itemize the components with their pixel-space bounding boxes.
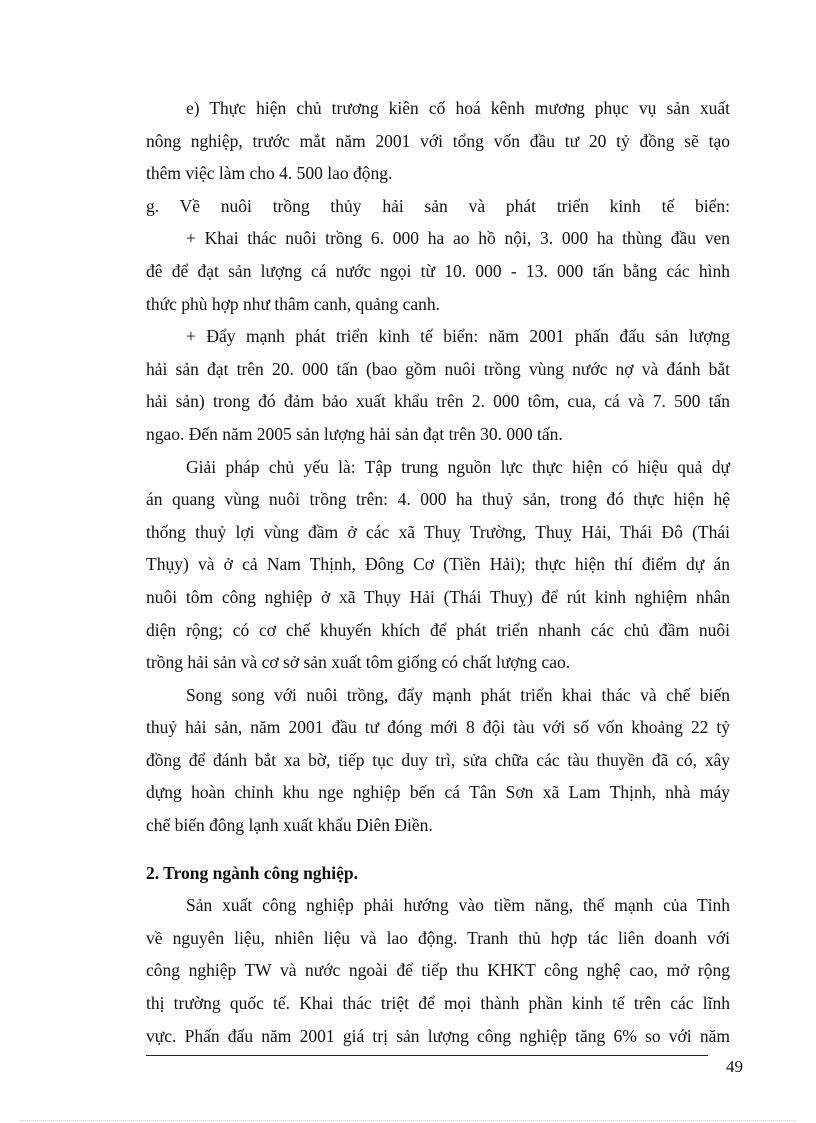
body-text — [146, 92, 730, 1052]
paragraph-line: trồng hải sản và cơ sở sản xuất tôm giống có chất lượng cao. — [146, 652, 571, 673]
paragraph-line: thống thuỷ lợi vùng đầm ở các xã Thuỵ Trường, Thuỵ Hải, Thái Đô (Thái — [146, 521, 730, 542]
paragraph-line: đê để đạt sản lượng cá nước ngọi từ 10. 000 - 13. 000 tấn bằng các hình — [146, 260, 730, 281]
paragraph-line: hải sản đạt trên 20. 000 tấn (bao gồm nuôi trồng vùng nước nợ và đánh bắt — [146, 358, 730, 379]
paragraph-line: ngao. Đến năm 2005 sản lượng hải sản đạt trên 30. 000 tấn. — [146, 423, 563, 444]
paragraph-line: Sản xuất công nghiệp phải hướng vào tiềm năng, thế mạnh của Tỉnh — [186, 895, 730, 916]
paragraph-line: Thụy) và ở cả Nam Thịnh, Đông Cơ (Tiền Hải); thực hiện thí điểm dự án — [146, 554, 730, 575]
paragraph-line: thị trường quốc tế. Khai thác triệt để mọi thành phần kinh tế trên các lĩnh — [146, 993, 730, 1014]
paragraph-line: hải sản) trong đó đảm bảo xuất khẩu trên 2. 000 tôm, cua, cá và 7. 500 tấn — [146, 391, 730, 412]
paragraph-line: + Khai thác nuôi trồng 6. 000 ha ao hồ nội, 3. 000 ha thùng đầu ven — [186, 228, 730, 249]
paragraph-line: Giải pháp chủ yếu là: Tập trung nguồn lực thực hiện có hiệu quả dự — [186, 456, 730, 477]
paragraph-line: chế biến đông lạnh xuất khẩu Diên Điền. — [146, 815, 433, 836]
page-bottom-border — [20, 1120, 796, 1121]
paragraph-line: đồng để đánh bắt xa bờ, tiếp tục duy trì, sửa chữa các tàu thuyền đã có, xây — [146, 749, 730, 770]
paragraph-line: nuôi tôm công nghiệp ở xã Thụy Hải (Thái Thuỵ) để rút kinh nghiệm nhân — [146, 586, 730, 607]
paragraph-line: diện rộng; có cơ chế khuyến khích để phát triển nhanh các chủ đầm nuôi — [146, 619, 730, 640]
paragraph-line: công nghiệp TW và nước ngoài để tiếp thu KHKT công nghệ cao, mở rộng — [146, 960, 730, 981]
section-heading: 2. Trong ngành công nghiệp. — [146, 862, 359, 883]
paragraph-line: án quang vùng nuôi trồng trên: 4. 000 ha thuỷ sản, trong đó thực hiện hệ — [146, 489, 730, 510]
paragraph-line: thức phù hợp như thâm canh, quảng canh. — [146, 293, 441, 314]
footer-rule — [146, 1055, 708, 1056]
paragraph-line: thuỷ hải sản, năm 2001 đầu tư đóng mới 8 đội tàu với số vốn khoảng 22 tỷ — [146, 717, 730, 738]
page-number: 49 — [726, 1057, 743, 1076]
paragraph-line: e) Thực hiện chủ trương kiên cố hoá kênh mương phục vụ sản xuất — [186, 98, 730, 118]
paragraph-line: + Đẩy mạnh phát triển kinh tế biển: năm 2001 phấn đấu sản lượng — [186, 326, 730, 347]
paragraph-line: nông nghiệp, trước mắt năm 2001 với tổng vốn đầu tư 20 tỷ đồng sẽ tạo — [146, 130, 730, 151]
paragraph-line: thêm việc làm cho 4. 500 lao động. — [146, 163, 393, 184]
paragraph-line: dựng hoàn chỉnh khu nge nghiệp bến cá Tân Sơn xã Lam Thịnh, nhà máy — [146, 782, 730, 803]
paragraph-line: vực. Phấn đấu năm 2001 giá trị sản lượng công nghiệp tăng 6% so với năm — [146, 1025, 730, 1046]
paragraph-line: g. Về nuôi trồng thủy hải sản và phát triển kinh tế biển: — [146, 195, 730, 216]
paragraph-line: về nguyên liệu, nhiên liệu và lao động. Tranh thủ hợp tác liên doanh với — [146, 927, 730, 948]
paragraph-line: Song song với nuôi trồng, đẩy mạnh phát triển khai thác và chế biến — [186, 684, 730, 705]
